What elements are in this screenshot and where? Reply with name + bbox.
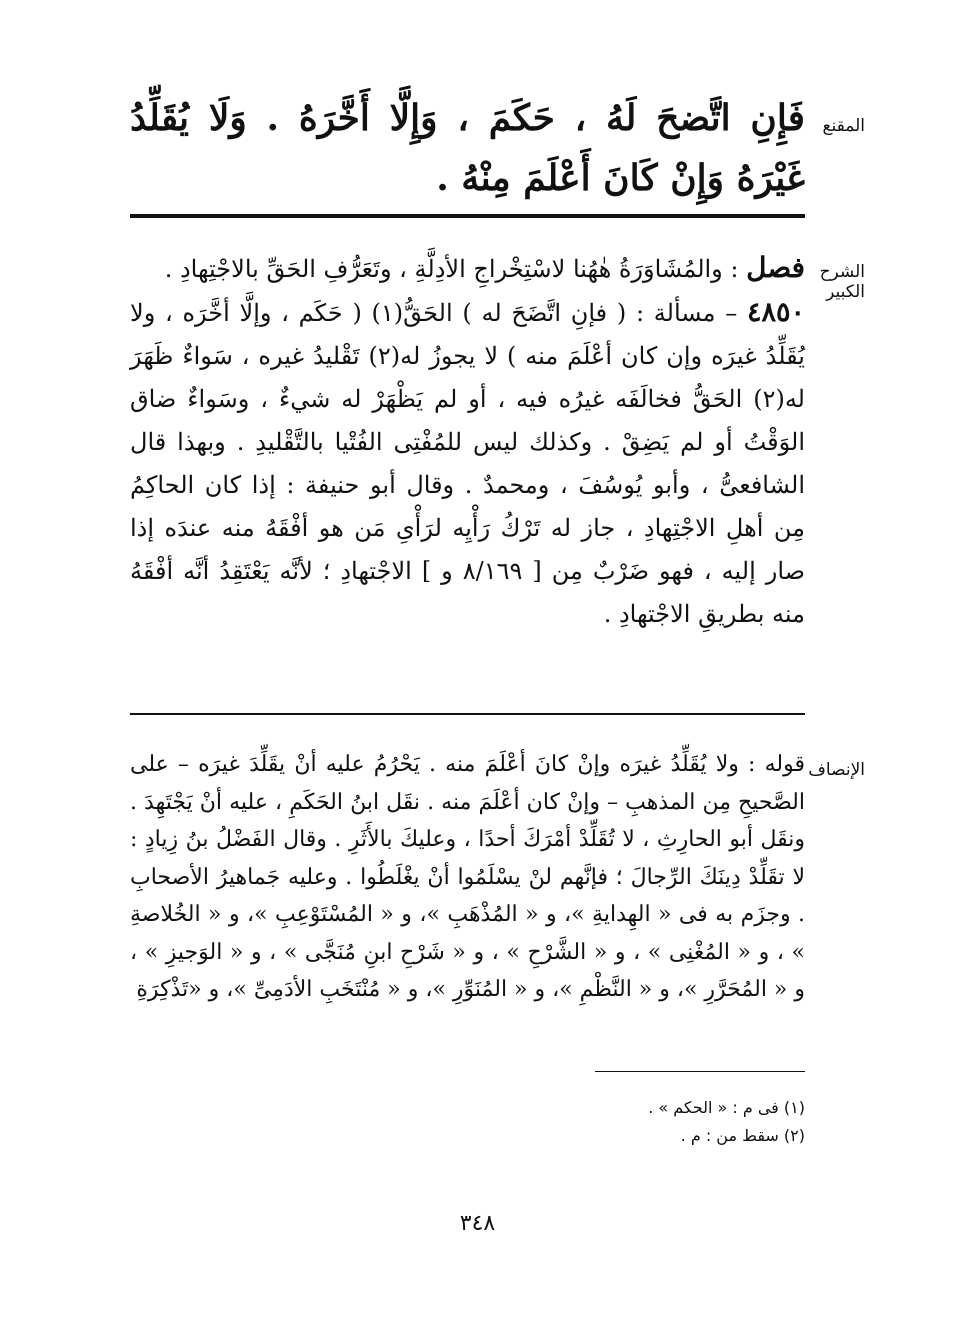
- label-insaf: الإنصاف: [808, 760, 865, 780]
- footnote-1: (١) فى م : « الحكم » .: [648, 1098, 805, 1117]
- masala-text: – مسألة : ( فإنِ اتَّضَحَ له ) الحَقُّ(١) ( حَكَم ، وإلَّا أخَّرَه ، ولا يُقَلِّدُ غيرَه وإن كان أعْلَمَ منه ) لا يجوزُ له(٢) تَقْليدُ غيره ، سَواءٌ ظَهَرَ له(٢) الحَقُّ فخالَفَه غيرُه فيه ، أو لم يَظْهَرْ له شيءٌ ، وسَواءٌ ضاق الوَقْتُ أو لم يَضِقْ . وكذلك ليس للمُفْتِى الفُتْيا بالتَّقْليدِ . وبهذا قال الشافعىُّ ، وأبو يُوسُفَ ، ومحمدٌ . وقال أبو حنيفة : إذا كان الحاكِمُ مِن أهلِ الاجْتِهادِ ، جاز له تَرْكُ رَأْيِه لرَأْىِ مَن هو أفْقَهُ منه عندَه إذا صار إليه ، فهو ضَرْبٌ مِن [ ٨/١٦٩ و ] الاجْتهادِ ؛ لأنَّه يَعْتَقِدُ أنَّه أفْقَهُ منه بطريقِ الاجْتهادِ .: [130, 299, 806, 628]
- insaf-text: قوله : ولا يُقَلِّدُ غيرَه وإنْ كانَ أعْلَمَ منه . يَحْرُمُ عليه أنْ يقَلِّدَ غيرَه – على الصَّحيحِ مِن المذهبِ – وإنْ كان أعْلَمَ منه . نقَل ابنُ الحَكَمِ ، عليه أنْ يَجْتَهِدَ . ونقَل أبو الحارِثِ ، لا تُقَلِّدْ أمْرَكَ أحدًا ، وعليكَ بالأَثَرِ . وقال الفَضْلُ بنُ زِيادٍ : لا تقَلِّدْ دِينَكَ الرِّجالَ ؛ فإنَّهم لنْ يسْلَمُوا أنْ يغْلَطُوا . وعليه جَماهيرُ الأصحابِ . وجزَم به فى « الهِدايةِ »، و « المُذْهَبِ »، و « المُسْتَوْعِبِ »، و « الخُلاصةِ » ، و « المُغْنِى » ، و « الشَّرْحِ » ، و « شَرْحِ ابنِ مُنَجَّى » ، و « الوَجيزِ » ، و « المُحَرَّرِ »، و « النَّظْمِ »، و « المُنَوِّرِ »، و « مُنْتَخَبِ الأدَمِىِّ »، و «تَذْكِرَةِ: [130, 752, 805, 1002]
- label-sharh: الشرح الكبير: [819, 262, 865, 302]
- page-number: ٣٤٨: [459, 1211, 496, 1236]
- footnote-2: (٢) سقط من : م .: [680, 1126, 805, 1145]
- sharh-section: [130, 246, 805, 636]
- masala-number: ٤٨٥٠: [746, 297, 805, 328]
- fasl-paragraph: [130, 246, 805, 291]
- fasl-word: فصل: [746, 251, 805, 284]
- muqni-text: فَإِنِ اتَّضحَ لَهُ ، حَكَمَ ، وَإِلَّا أَخَّرَهُ . وَلَا يُقَلِّدُ غَيْرَهُ وَإِنْ كَانَ أَعْلَمَ مِنْهُ .: [130, 97, 805, 199]
- fasl-text: : والمُشَاوَرَةُ هٰهُنا لاسْتِخْراجِ الأدِلَّةِ ، وتَعَرُّفِ الحَقِّ بالاجْتِهادِ .: [164, 255, 747, 283]
- divider-thin: [130, 713, 805, 715]
- footnote-divider: [595, 1071, 805, 1072]
- label-muqni: المقنع: [822, 116, 865, 136]
- masala-paragraph: [130, 291, 805, 636]
- divider-thick: [130, 214, 805, 218]
